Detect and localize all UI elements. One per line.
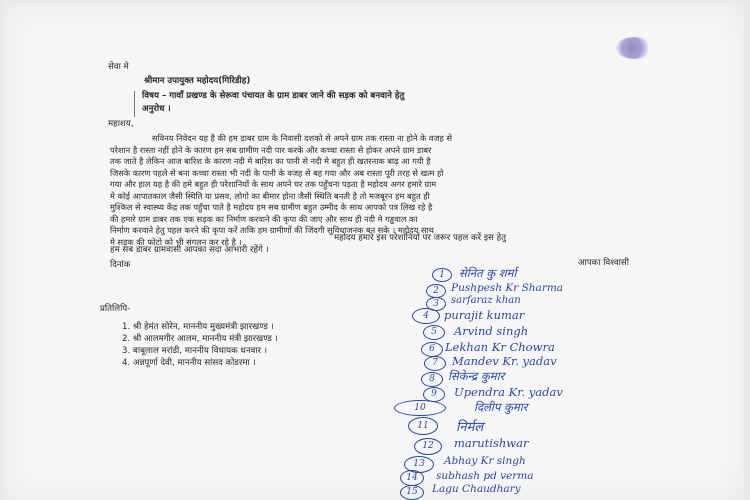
signature-number: 7 <box>424 356 446 371</box>
copy-label: प्रतिलिपि- <box>100 304 131 314</box>
signature-number: 14 <box>400 470 424 486</box>
signature-number: 1 <box>432 268 452 282</box>
subject-line-1: विषय – गावाँ प्रखण्ड के सेरूवा पंचायत के ग्राम डाबर जाने की सड़क को बनवाने हेतु <box>142 91 405 101</box>
body-line: सविनय निवेदन यह है की हम डाबर ग्राम के निवासी दशको से अपने ग्राम तक रास्ता ना होने के वजह से <box>152 133 453 143</box>
copy-item: 3. बाबूलाल मरांडी, माननीय विधायक धनवार । <box>122 346 267 356</box>
signature: marutishwar <box>454 436 529 450</box>
signature: Pushpesh Kr Sharma <box>451 282 564 294</box>
signature: सिकेन्द्र कुमार <box>448 369 505 383</box>
subject-rule <box>134 91 135 117</box>
signature: Mandev Kr. yadav <box>452 354 557 368</box>
signature-number: 15 <box>400 485 424 500</box>
signature: Lekhan Kr Chowra <box>445 340 555 354</box>
signature-number: 8 <box>421 372 443 387</box>
letter-page <box>4 3 744 500</box>
signature-number: 2 <box>426 284 446 298</box>
signature-number: 9 <box>423 387 445 402</box>
signature-number: 3 <box>426 297 446 311</box>
signature-number: 11 <box>408 417 438 435</box>
signature: purajit kumar <box>444 308 525 322</box>
subject-line-2: अनुरोध । <box>142 104 171 114</box>
body-line: निर्माण करवाने हेतु पहल करने की कृपा करें ताकि हम ग्रामीणों की जिंदगी सुविधाजनक बन सके । महोदय साथ <box>110 225 434 235</box>
seva-me: सेवा मे <box>108 62 129 72</box>
signature-number: 4 <box>412 308 440 324</box>
signature: निर्मल <box>456 420 484 435</box>
signature-number: 10 <box>394 400 446 416</box>
signature: Upendra Kr. yadav <box>454 385 563 399</box>
signature: सेनित कु शर्मा <box>459 266 517 280</box>
signature-number: 12 <box>414 438 442 455</box>
body-line: जिसके कारण पहले से बना कच्चा रास्ता भी नदी के पानी के वजह से बह गया और अब रास्ता पूरी तरह से खत्म हो <box>110 167 444 178</box>
copy-item: 1. श्री हेमंत सोरेन, माननीय मुख्यमंत्री झारखण्ड । <box>122 322 274 332</box>
letter-body <box>110 133 650 248</box>
signature-label: आपका विश्वासी <box>578 258 629 268</box>
closing-line-2: हम सब डाबर ग्रामवासी आपका सदा आभारी रहेंगे । <box>110 245 269 255</box>
signature-number: 13 <box>404 456 434 473</box>
signature: sarfaraz khan <box>451 295 521 306</box>
signature: subhash pd verma <box>436 470 534 482</box>
salutation: महाशय, <box>108 119 134 129</box>
signature-number: 5 <box>423 325 445 340</box>
body-line: मे कोई आपातकाल जैसी स्थिति या प्रसव, लोगो का बीमार होना जैसी स्थिति बनती है तो मजबूरन हम बहुत ही <box>110 190 430 201</box>
body-line: तक जाते है लेकिन आज बारिश के कारण नदी मे बारिश का पानी से नदी मे बहुत ही खतरनाक बाढ़ आ गयी है <box>110 156 431 166</box>
signature: Lagu Chaudhary <box>432 483 521 495</box>
copy-item: 4. अन्नपूर्णा देवी, माननीय सांसद कोडरमा । <box>122 358 256 368</box>
body-line: की हमारे ग्राम डाबर तक एक सड़क का निर्माण करवाने की कृपा की जाए और साथ ही नदी मे गड्ढवाल का <box>110 213 418 224</box>
addressee: श्रीमान उपायुक्त महोदय(गिरिडीह) <box>144 76 251 86</box>
signature: दिलीप कुमार <box>474 400 528 414</box>
date-label: दिनांक <box>110 260 131 270</box>
signature: Abhay Kr singh <box>444 455 526 467</box>
body-line: मुश्किल से स्वास्थ्य केंद्र तक पहुँचा पाते है महोदय हम सब ग्रामीण बहुत उम्मीद के साथ आपको पत्र लिख रहे है <box>110 202 433 212</box>
signature: Arvind singh <box>454 324 529 338</box>
ink-smudge <box>616 37 652 59</box>
closing-line-1: महोदय हमारे इस परेशानियों पर जरूर पहल करें इस हेतु <box>334 233 507 243</box>
body-line: गया और हाल यह है की हमे बहुत ही परेशानियों के साथ अपने घर तक पहुँचना पड़ता है महोदय अगर हमारे ग्राम <box>110 179 437 189</box>
copy-item: 2. श्री आलमगीर आलम, माननीय मंत्री झारखण्ड । <box>122 334 278 344</box>
body-line: मे सड़क की फोटो को भी संगलन कर रहे है । <box>110 236 242 247</box>
signature-number: 6 <box>421 342 443 357</box>
body-line: परेशान है रास्ता नहीं होने के कारण हम सब ग्रामीण नदी पार करके और कच्चा रास्ता से होकर अपने ग्राम डाबर <box>110 144 432 155</box>
